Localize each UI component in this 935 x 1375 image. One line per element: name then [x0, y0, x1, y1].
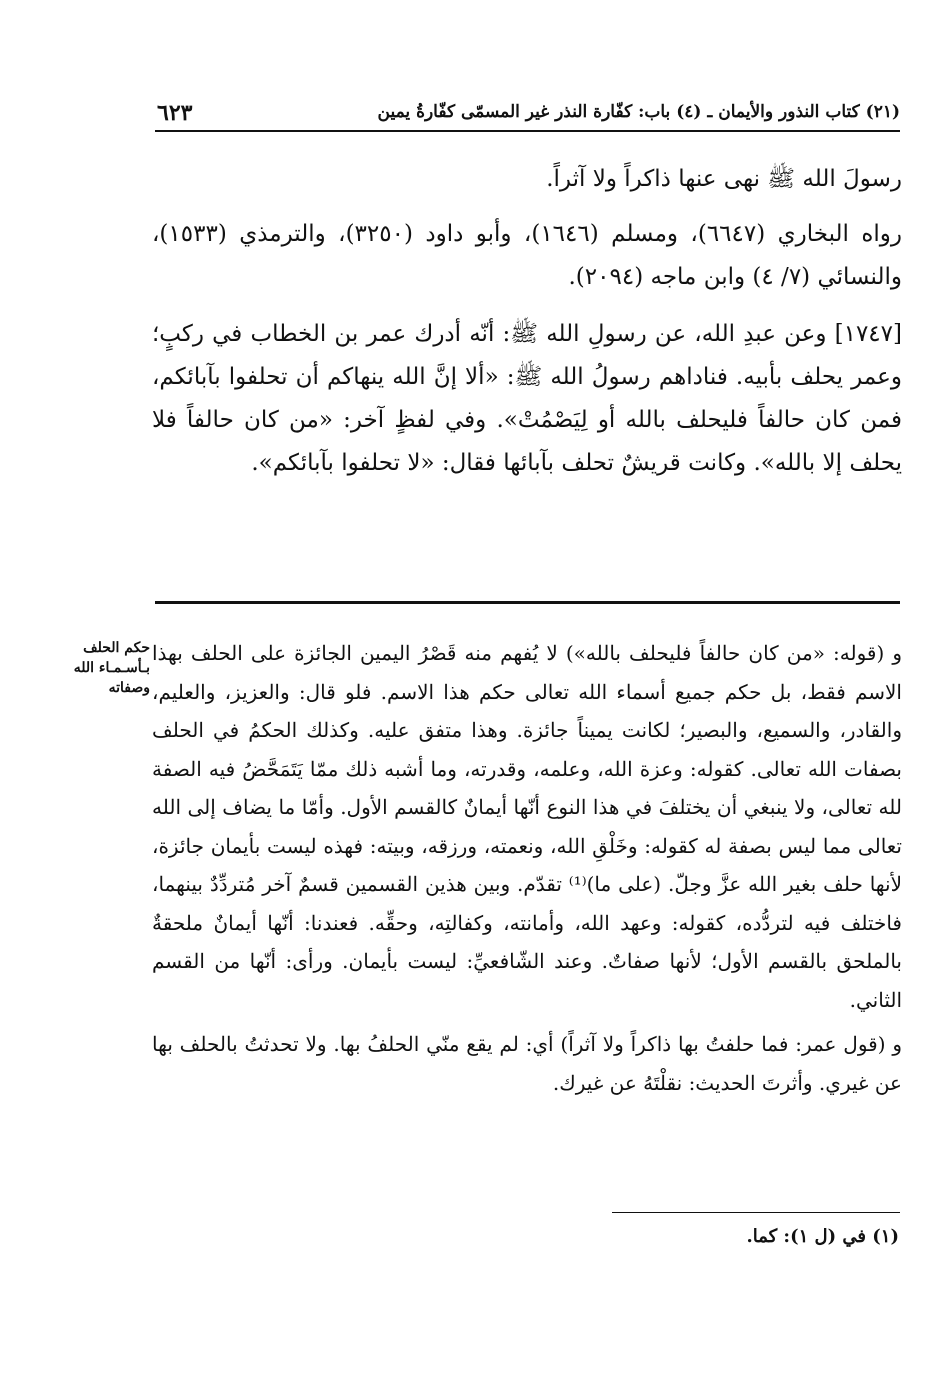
- margin-heading: [28, 638, 150, 698]
- margin-heading-line: وصفاته: [108, 680, 150, 696]
- running-title: (٢١) كتاب النذور والأيمان ـ (٤) باب: كفّارة النذر غير المسمّى كفّارةُ يمين: [377, 102, 900, 122]
- commentary-text: [152, 634, 902, 1108]
- hadith-sources: رواه البخاري (٦٦٤٧)، ومسلم (١٦٤٦)، وأبو داود (٣٢٥٠)، والترمذي (١٥٣٣)، والنسائي (٧/ ٤) وابن ماجه (٢٠٩٤).: [152, 221, 902, 290]
- page-number: ٦٢٣: [157, 100, 193, 126]
- footnote-divider: [612, 1212, 900, 1213]
- margin-heading-line: حكم الحلف: [83, 640, 150, 656]
- commentary-paragraph: و (قوله: «من كان حالفاً فليحلف بالله») لا يُفهم منه قَصْرُ اليمين الجائزة على الحلف بهذا الاسم فقط، بل حكم جميع أسماء الله تعالى حكم هذا الاسم. فلو قال: والعزيز، والعليم، والقادر، والسميع، والبصير؛ لكانت يميناً جائزة. وهذا متفق عليه. وكذلك الحكمُ في الحلف بصفات الله تعالى. كقوله: وعزة الله، وعلمه، وقدرته، وما أشبه ذلك ممّا يَتَمَحَّضُ فيه الصفة لله تعالى، ولا ينبغي أن يختلفَ في هذا النوع أنّها أيمانٌ كالقسم الأول. وأمّا ما يضاف إلى الله تعالى مما ليس بصفة له كقوله: وخَلْقِ الله، ونعمته، ورزقه، وبيته: فهذه ليست بأيمان جائزة، لأنها حلف بغير الله عزَّ وجلّ. (على ما)⁽¹⁾ تقدّم. وبين هذين القسمين قسمٌ آخر مُتردِّدٌ بينهما، فاختلف فيه لتردُّده، كقوله: وعهد الله، وأمانته، وكفالتِه، وحقِّه. فعندنا: أنّها أيمانٌ ملحقةٌ بالملحق بالقسم الأول؛ لأنها صفاتٌ. وعند الشّافعيِّ: ليست بأيمان. ورأى: أنّها من القسم الثاني.: [152, 641, 902, 1012]
- margin-heading-line: بـأسـمـاء الله: [73, 660, 150, 676]
- footnote: (١) في (ل ١): كما.: [746, 1226, 899, 1247]
- hadith-continuation: رسولَ الله ﷺ نهى عنها ذاكراً ولا آثراً.: [546, 166, 902, 192]
- hadith-text: [152, 158, 902, 497]
- hadith-1747: [١٧٤٧] وعن عبدِ الله، عن رسولِ الله ﷺ: أنّه أدرك عمر بن الخطاب في ركبٍ؛ وعمر يحلف بأبيه. فناداهم رسولُ الله ﷺ: «ألا إنَّ الله ينهاكم أن تحلفوا بآبائكم، فمن كان حالفاً فليحلف بالله أو لِيَصْمُتْ». وفي لفظٍ آخر: «من كان حالفاً فلا يحلف إلا بالله». وكانت قريشٌ تحلف بآبائها فقال: «لا تحلفوا بآبائكم».: [152, 321, 902, 476]
- commentary-paragraph: و (قول عمر: فما حلفتُ بها ذاكراً ولا آثراً) أي: لم يقع منّي الحلفُ بها. ولا تحدثتُ بالحلف بها عن غيري. وأثرتَ الحديث: نقلْتَهُ عن غيرك.: [152, 1032, 902, 1095]
- section-divider: [155, 601, 900, 604]
- page-header: [155, 94, 900, 132]
